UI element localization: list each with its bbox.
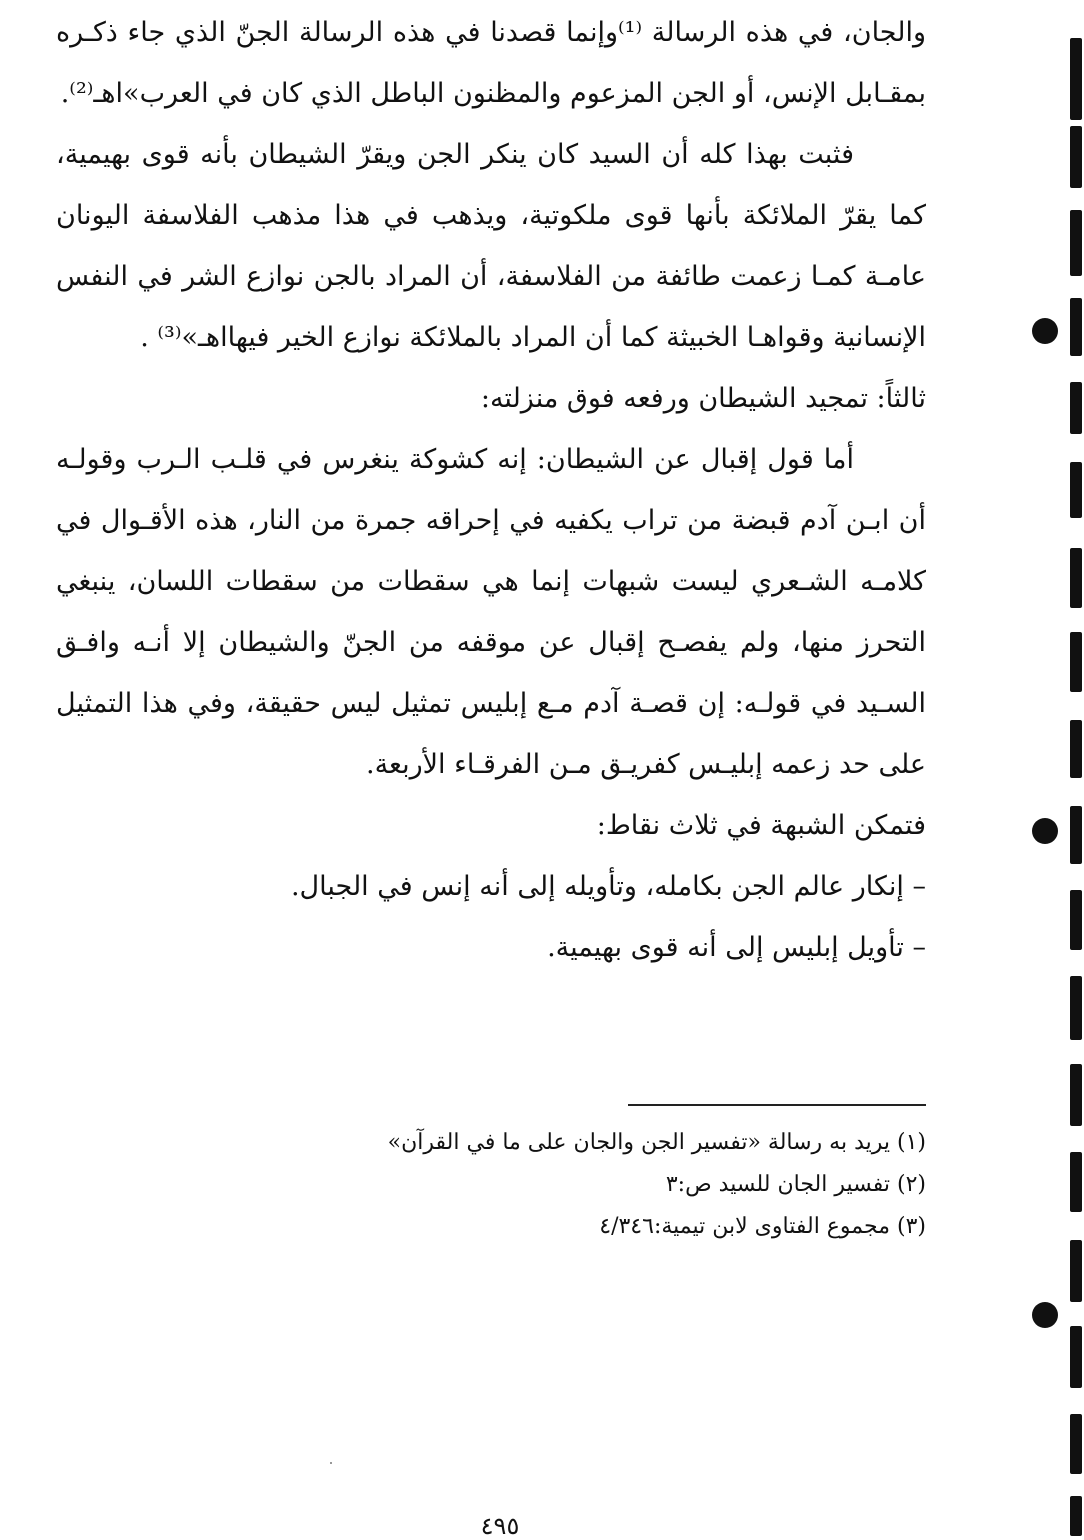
point-2: – تأويل إبليس إلى أنه قوى بهيمية. [547,932,926,963]
footnote-divider [628,1104,926,1106]
binding-bar [1070,890,1082,950]
page-number: ٤٩٥ [480,1512,520,1540]
binding-bar [1070,126,1082,188]
binding-bar [1070,38,1082,120]
section-heading-3: ثالثاً: تمجيد الشيطان ورفعه فوق منزلته: [480,383,926,414]
binding-bar [1070,632,1082,692]
binding-hole [1032,318,1058,344]
binding-bar [1070,462,1082,518]
binding-bar [1070,976,1082,1040]
scan-speck [330,1462,332,1464]
footnotes [306,1122,926,1248]
binding-bar [1070,548,1082,608]
binding-bar [1070,1496,1082,1536]
footnote-1: (١) يريد به رسالة «تفسير الجن والجان على ما في القرآن» [387,1130,926,1155]
footnote-3: (٣) مجموع الفتاوى لابن تيمية:٤/٣٤٦ [599,1214,926,1239]
binding-bar [1070,210,1082,276]
points-heading: فتمكن الشبهة في ثلاث نقاط: [596,810,926,841]
binding-bar [1070,1414,1082,1474]
binding-bar [1070,720,1082,778]
binding-bar [1070,1064,1082,1126]
footnote-2: (٢) تفسير الجان للسيد ص:٣ [665,1172,926,1197]
point-1: – إنكار عالم الجن بكامله، وتأويله إلى أنه إنس في الجبال. [290,871,926,902]
paragraph-1: والجان، في هذه الرسالة ⁽¹⁾وإنما قصدنا في هذه الرسالة الجنّ الذي جاء ذكـره بمقـابل الإنس، أو الجن المزعوم والمظنون الباطل الذي كان في العرب»اهـ⁽²⁾. [56,17,927,109]
spiral-binding [1024,0,1084,1536]
binding-hole [1032,818,1058,844]
binding-bar [1070,1240,1082,1302]
binding-hole [1032,1302,1058,1328]
main-text [56,2,926,978]
binding-bar [1070,1152,1082,1212]
binding-bar [1070,806,1082,864]
binding-bar [1070,1326,1082,1388]
paragraph-2: فثبت بهذا كله أن السيد كان ينكر الجن ويقرّ الشيطان بأنه قوى بهيمية، كما يقرّ الملائكة بأنها قوى ملكوتية، ويذهب في هذا مذهب الفلاسفة اليونان عامـة كمـا زعمت طائفة من الفلاسفة، أن المراد بالجن نوازع الشر في النفس الإنسانية وقواهـا الخبيثة كما أن المراد بالملائكة نوازع الخير فيهااهـ»⁽³⁾ . [56,139,926,353]
paragraph-3: أما قول إقبال عن الشيطان: إنه كشوكة ينغرس في قلـب الـرب وقولـه أن ابـن آدم قبضة من تراب يكفيه في إحراقه جمرة من النار، هذه الأقـوال في كلامـه الشـعري ليست شبهات إنما هي سقطات من سقطات اللسان، ينبغي التحرز منها، ولم يفصـح إقبال عن موقفه من الجنّ والشيطان إلا أنـه وافـق السـيد في قولـه: إن قصـة آدم مـع إبليس تمثيل ليس حقيقة، وفي هذا التمثيل على حد زعمه إبليـس كفريـق مـن الفرقـاء الأربعة. [56,444,926,780]
binding-bar [1070,382,1082,434]
binding-bar [1070,298,1082,356]
